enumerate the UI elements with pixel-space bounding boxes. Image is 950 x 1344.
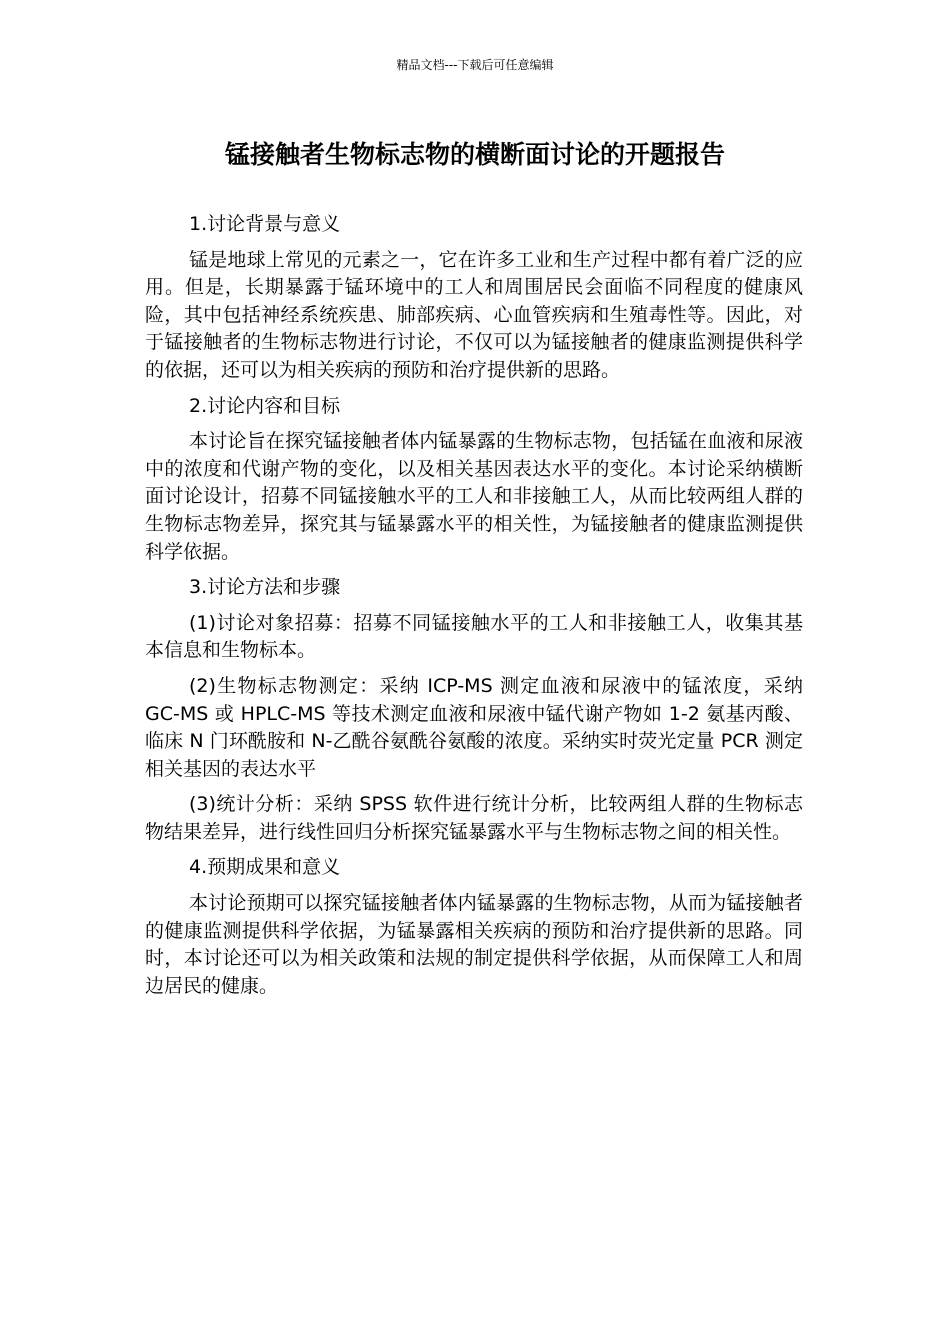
section-methods [145,574,803,846]
document-body [145,211,803,1008]
section-heading: 3.讨论方法和步骤 [189,576,341,599]
section-content-goals [145,393,803,567]
paragraph: (3)统计分析：采纳 SPSS 软件进行统计分析，比较两组人群的生物标志物结果差异，进行线性回归分析探究锰暴露水平与生物标志物之间的相关性。 [145,793,803,843]
paragraph: 本讨论旨在探究锰接触者体内锰暴露的生物标志物，包括锰在血液和尿液中的浓度和代谢产物的变化，以及相关基因表达水平的变化。本讨论采纳横断面讨论设计，招募不同锰接触水平的工人和非接触工人，从而比较两组人群的生物标志物差异，探究其与锰暴露水平的相关性，为锰接触者的健康监测提供科学依据。 [145,430,803,563]
paragraph: (2)生物标志物测定：采纳 ICP-MS 测定血液和尿液中的锰浓度，采纳 GC-MS 或 HPLC-MS 等技术测定血液和尿液中锰代谢产物如 1-2 氨基丙酸、临床 N 门环酰胺和 N-乙酰谷氨酰谷氨酸的浓度。采纳实时荧光定量 PCR 测定相关基因的表达水平 [145,674,803,780]
paragraph: 本讨论预期可以探究锰接触者体内锰暴露的生物标志物，从而为锰接触者的健康监测提供科学依据，为锰暴露相关疾病的预防和治疗提供新的思路。同时，本讨论还可以为相关政策和法规的制定提供科学依据，从而保障工人和周边居民的健康。 [145,892,803,997]
page-header: 精品文档---下载后可任意编辑 [396,58,554,72]
paragraph: (1)讨论对象招募：招募不同锰接触水平的工人和非接触工人，收集其基本信息和生物标本。 [145,611,803,662]
section-expected-results [145,854,803,1000]
document-title: 锰接触者生物标志物的横断面讨论的开题报告 [224,140,725,169]
section-heading: 4.预期成果和意义 [189,856,341,879]
section-background [145,211,803,385]
section-heading: 1.讨论背景与意义 [189,213,341,235]
paragraph: 锰是地球上常见的元素之一，它在许多工业和生产过程中都有着广泛的应用。但是，长期暴露于锰环境中的工人和周围居民会面临不同程度的健康风险，其中包括神经系统疾患、肺部疾病、心血管疾病和生殖毒性等。因此，对于锰接触者的生物标志物进行讨论，不仅可以为锰接触者的健康监测提供科学的依据，还可以为相关疾病的预防和治疗提供新的思路。 [145,248,803,381]
section-heading: 2.讨论内容和目标 [189,394,341,417]
